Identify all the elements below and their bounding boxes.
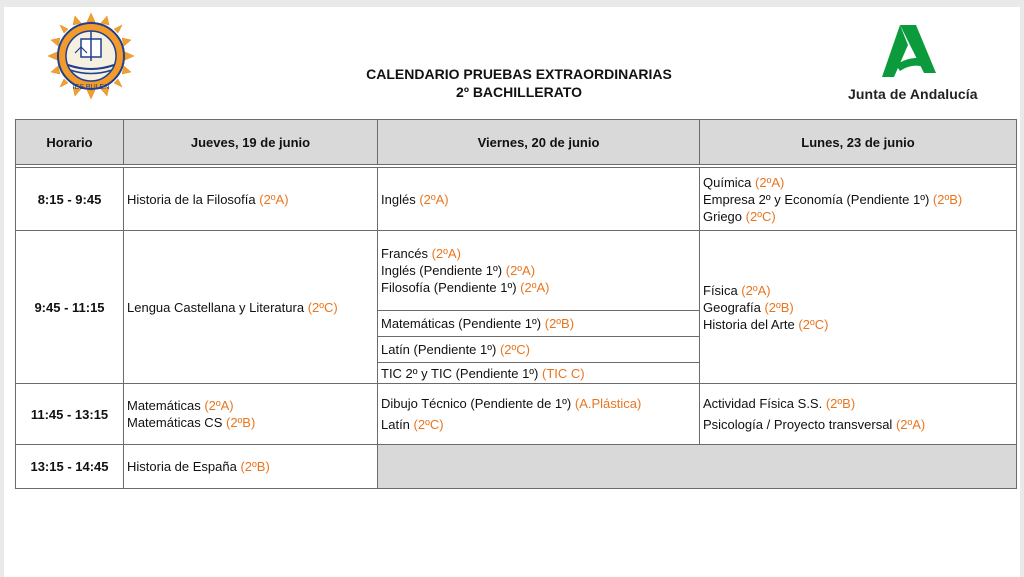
- exam-entry: Lengua Castellana y Literatura (2ºC): [127, 299, 338, 315]
- exam-entry: Inglés (2ºA): [381, 191, 449, 207]
- exam-entry: Matemáticas (Pendiente 1º) (2ºB): [381, 316, 575, 331]
- table-row: [16, 231, 1017, 311]
- header-thursday: Jueves, 19 de junio: [124, 120, 378, 165]
- table-row: [16, 384, 1017, 445]
- friday-cell: [378, 231, 700, 311]
- monday-cell: [700, 231, 1017, 384]
- title-line-2: 2º BACHILLERATO: [456, 84, 582, 100]
- thursday-cell: [124, 445, 378, 489]
- time-slot: 9:45 - 11:15: [16, 231, 124, 384]
- exam-entry: Filosofía (Pendiente 1º) (2ºA): [381, 280, 550, 295]
- monday-cell: [700, 168, 1017, 231]
- exam-calendar-table: [15, 119, 1017, 489]
- exam-entry: Inglés (Pendiente 1º) (2ºA): [381, 263, 536, 278]
- exam-entry: Matemáticas (2ºA): [127, 398, 234, 413]
- header-friday: Viernes, 20 de junio: [378, 120, 700, 165]
- exam-entry: Latín (Pendiente 1º) (2ºC): [381, 342, 530, 357]
- thursday-cell: [124, 168, 378, 231]
- header-monday: Lunes, 23 de junio: [700, 120, 1017, 165]
- junta-andalucia-logo: [842, 25, 992, 115]
- title-line-1: CALENDARIO PRUEBAS EXTRAORDINARIAS: [366, 66, 672, 82]
- exam-entry: Empresa 2º y Economía (Pendiente 1º) (2ºB): [703, 191, 963, 207]
- exam-entry: Latín (2ºC): [381, 417, 444, 432]
- table-row: [16, 445, 1017, 489]
- header-horario: Horario: [16, 120, 124, 165]
- time-slot: 8:15 - 9:45: [16, 168, 124, 231]
- friday-cell: [378, 363, 700, 384]
- time-slot: 11:45 - 13:15: [16, 384, 124, 445]
- monday-cell: [700, 384, 1017, 445]
- school-logo-text: IES BULEN: [72, 84, 110, 91]
- document-page: [4, 7, 1020, 577]
- thursday-cell: [124, 231, 378, 384]
- exam-entry: Historia del Arte (2ºC): [703, 316, 829, 332]
- exam-entry: Griego (2ºC): [703, 208, 776, 224]
- exam-entry: Actividad Física S.S. (2ºB): [703, 396, 856, 411]
- exam-entry: Francés (2ºA): [381, 246, 461, 261]
- exam-entry: Dibujo Técnico (Pendiente de 1º) (A.Plástica): [381, 396, 642, 411]
- school-logo: [48, 13, 134, 99]
- junta-emblem-icon: [880, 25, 950, 83]
- exam-entry: Historia de la Filosofía (2ºA): [127, 191, 289, 207]
- page-title: [234, 65, 804, 101]
- friday-cell: [378, 168, 700, 231]
- friday-cell: [378, 384, 700, 445]
- empty-cell: [378, 445, 1017, 489]
- exam-entry: Química (2ºA): [703, 174, 785, 190]
- exam-entry: TIC 2º y TIC (Pendiente 1º) (TIC C): [381, 365, 585, 381]
- table-row: [16, 168, 1017, 231]
- thursday-cell: [124, 384, 378, 445]
- exam-entry: Psicología / Proyecto transversal (2ºA): [703, 417, 926, 432]
- exam-entry: Geografía (2ºB): [703, 299, 794, 315]
- exam-entry: Matemáticas CS (2ºB): [127, 415, 256, 430]
- time-slot: 13:15 - 14:45: [16, 445, 124, 489]
- friday-cell: [378, 337, 700, 363]
- friday-cell: [378, 311, 700, 337]
- exam-entry: Física (2ºA): [703, 282, 771, 298]
- exam-entry: Historia de España (2ºB): [127, 459, 270, 474]
- table-header-row: [16, 120, 1017, 165]
- junta-andalucia-text: Junta de Andalucía: [848, 86, 978, 102]
